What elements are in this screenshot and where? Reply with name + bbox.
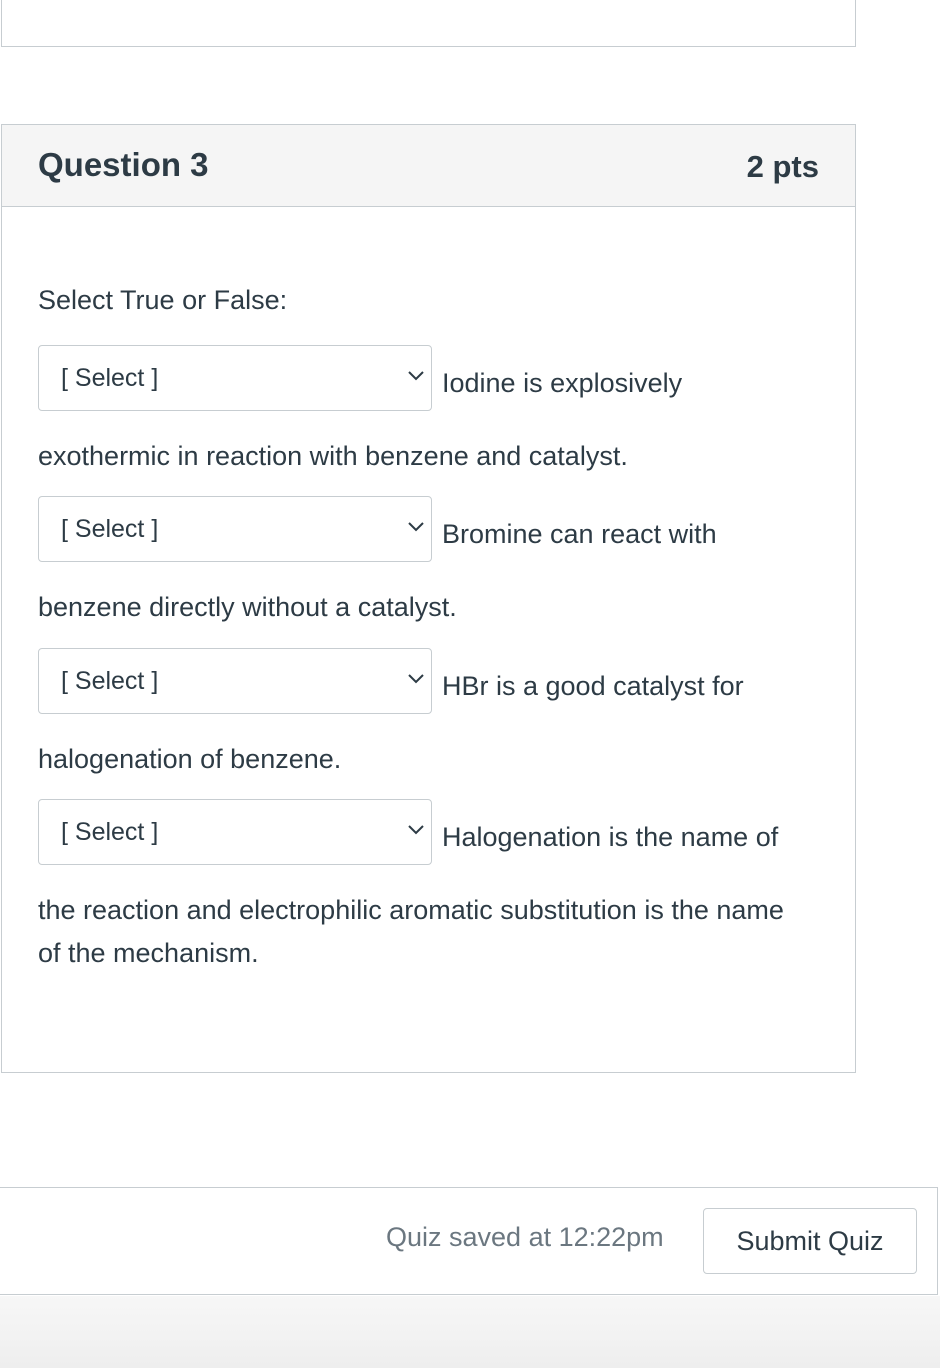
statement-text: Bromine can react with — [442, 519, 717, 549]
question-title: Question 3 — [38, 146, 209, 183]
question-points: 2 pts — [746, 149, 819, 184]
true-false-select[interactable] — [38, 799, 432, 865]
statement-text-continued: halogenation of benzene. — [38, 744, 342, 774]
question-instructions: Select True or False: — [38, 285, 288, 315]
submit-quiz-button[interactable]: Submit Quiz — [703, 1208, 917, 1274]
select-value: [ Select ] — [61, 667, 159, 695]
chevron-down-icon — [407, 370, 425, 382]
chevron-down-icon — [407, 521, 425, 533]
statement-text: HBr is a good catalyst for — [442, 671, 744, 701]
statement-text: Iodine is explosively — [442, 368, 683, 398]
previous-question-card — [1, 0, 856, 47]
chevron-down-icon — [407, 673, 425, 685]
statement-text-continued: benzene directly without a catalyst. — [38, 592, 457, 622]
quiz-saved-status: Quiz saved at 12:22pm — [386, 1222, 664, 1252]
question-card — [1, 124, 856, 1073]
statement-text-continued: exothermic in reaction with benzene and catalyst. — [38, 441, 628, 471]
statement-text: Halogenation is the name of — [442, 822, 779, 852]
chevron-down-icon — [407, 824, 425, 836]
quiz-footer — [0, 1187, 938, 1295]
page-bottom-background — [0, 1296, 940, 1368]
true-false-select[interactable] — [38, 648, 432, 714]
true-false-select[interactable] — [38, 345, 432, 411]
select-value: [ Select ] — [61, 818, 159, 846]
statement-text-continued: the reaction and electrophilic aromatic substitution is the name of the mechanism. — [38, 895, 784, 968]
select-value: [ Select ] — [61, 515, 159, 543]
question-header — [2, 125, 855, 207]
select-value: [ Select ] — [61, 364, 159, 392]
true-false-select[interactable] — [38, 496, 432, 562]
